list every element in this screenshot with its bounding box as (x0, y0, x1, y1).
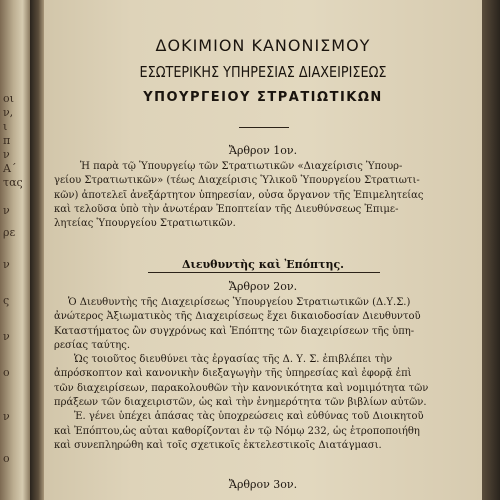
right-edge (482, 0, 500, 500)
left-fragment: ο (3, 452, 10, 465)
text-line: τῶν διαχειρίσεων, παρακολουθῶν τὴν κανονικότητα καὶ νομιμότητα τῶν (54, 382, 429, 394)
left-fragment: ς (3, 294, 10, 307)
section-heading-underline (148, 272, 380, 273)
title-line-2: ΕΣΩΤΕΡΙΚΗΣ ΥΠΗΡΕΣΙΑΣ ΔΙΑΧΕΙΡΙΣΕΩΣ (139, 63, 387, 81)
text-line: λητείας Ὑπουργείου Στρατιωτικῶν. (54, 218, 236, 230)
left-fragment: Α΄ (3, 162, 17, 175)
title-line-1: ΔΟΚΙΜΙΟΝ ΚΑΝΟΝΙΣΜΟΥ (155, 36, 371, 55)
section-heading: Διευθυντὴς καὶ Ἐπόπτης. (181, 258, 345, 271)
left-fragment: ν (3, 410, 10, 423)
left-fragment: ρε (3, 226, 16, 239)
left-page-edge (0, 0, 30, 500)
article-1-body (54, 160, 474, 231)
text-line: ἀνώτερος Ἀξιωματικὸς τῆς Διαχειρίσεως ἔχει δικαιοδοσίαν Διευθυντοῦ (54, 311, 421, 323)
left-fragment: ν (3, 148, 10, 161)
left-fragment: ο (3, 366, 10, 379)
left-fragment: π (3, 134, 11, 147)
document-page (44, 0, 482, 500)
article-3-title: Ἄρθρον 3ον. (228, 478, 298, 491)
text-line: Ἐ. γένει ὑπέχει ἁπάσας τὰς ὑποχρεώσεις καὶ εὐθύνας τοῦ Διοικητοῦ (74, 411, 424, 423)
left-fragment: ν, (3, 106, 14, 119)
text-line: γείου Στρατιωτικῶν» (τέως Διαχείρισις Ὑλικοῦ Ὑπουργείου Στρατιωτι- (54, 175, 420, 187)
text-line: Καταστήματος ὢν συγχρόνως καὶ Ἐπόπτης τῶν διαχειρίσεων τῆς ὑπη- (54, 325, 415, 337)
text-line: καὶ Ἐπόπτου,ὡς αὗται καθορίζονται ἐν τῷ Νόμῳ 232, ὡς ἐτροποποιήθη (54, 425, 420, 437)
text-line: ἀπρόσκοπτον καὶ κανονικὴν διεξαγωγὴν τῆς ὑπηρεσίας καὶ ἐφορᾷ ἐπὶ (54, 368, 412, 380)
left-fragment: οι (3, 92, 14, 105)
left-fragment: τας (3, 176, 23, 189)
text-line: ρεσίας ταύτης. (54, 339, 131, 351)
text-line: κῶν) ἀποτελεῖ ἀνεξάρτητον ὑπηρεσίαν, οὖσα ὄργανον τῆς Ἐπιμελητείας (54, 189, 424, 201)
article-2-title: Ἄρθρον 2ον. (228, 280, 298, 293)
text-line: καὶ συνεπληρώθη καὶ τοῖς σχετικοῖς ἐκτελεστικοῖς Διατάγμασι. (54, 439, 382, 451)
article-2-body (54, 296, 474, 453)
text-line: πράξεων τῶν διαχειριστῶν, ὡς καὶ τὴν ἐνημερότητα τῶν βιβλίων αὐτῶν. (54, 397, 427, 409)
left-fragment: ι (3, 120, 8, 133)
title-line-3: ΥΠΟΥΡΓΕΙΟΥ ΣΤΡΑΤΙΩΤΙΚΩΝ (143, 90, 383, 105)
text-line: Ὁ Διευθυντὴς τῆς Διαχειρίσεως Ὑπουργείου Στρατιωτικῶν (Δ.Υ.Σ.) (68, 297, 411, 308)
text-line: καὶ τελοῦσα ὑπὸ τὴν ἀνωτέραν Ἐποπτείαν τῆς Διευθύνσεως Ἐπιμε- (54, 203, 399, 215)
text-line: Ἡ παρὰ τῷ Ὑπουργείῳ τῶν Στρατιωτικῶν «Διαχείρισις Ὑπουρ- (80, 161, 403, 172)
left-fragment: ν (3, 204, 10, 217)
text-line: Ὡς τοιοῦτος διευθύνει τὰς ἐργασίας τῆς Δ. Υ. Σ. ἐπιβλέπει τὴν (74, 354, 393, 366)
article-1-title: Ἄρθρον 1ον. (228, 144, 298, 157)
title-divider (239, 127, 289, 128)
left-fragment: ν (3, 258, 10, 271)
left-fragment: ν (3, 330, 10, 343)
book-gutter (30, 0, 44, 500)
